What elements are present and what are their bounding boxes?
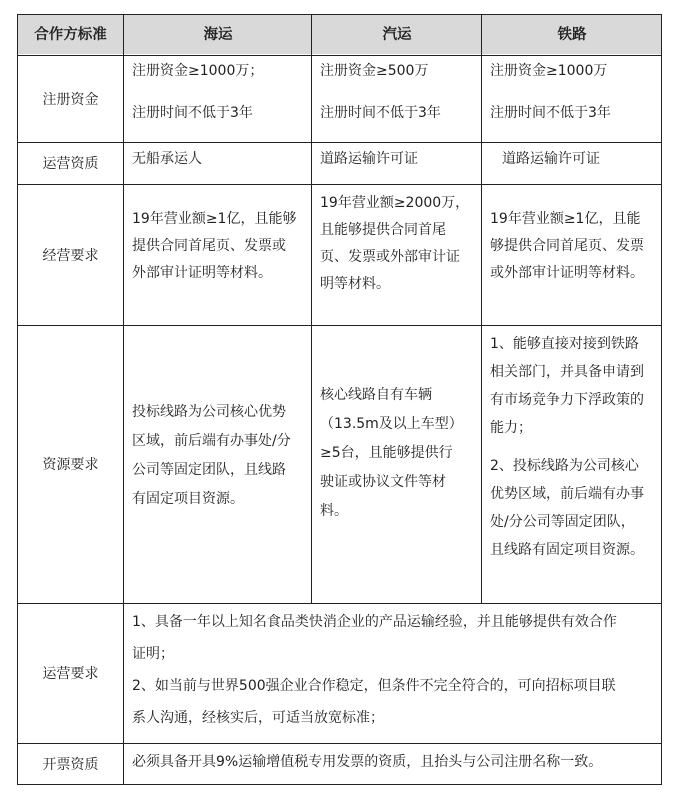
header-standard: 合作方标准 (34, 26, 107, 43)
cell-reg-capital-sea (124, 60, 312, 124)
text-line: 注册资金≥1000万； (132, 63, 264, 79)
text-line: 明等材料。 (320, 276, 390, 292)
cell-reg-capital-road (312, 60, 482, 124)
text-line: 注册时间不低于3年 (490, 105, 611, 121)
text-line: 页、发票或外部审计证 (320, 249, 460, 265)
text-line: 提供合同首尾页、发票或 (132, 238, 286, 254)
text-line: 且能够提供合同首尾 (320, 222, 446, 238)
text-line: 或外部审计证明等材料。 (490, 265, 644, 281)
text-line: 投标线路为公司核心优势 (132, 404, 286, 420)
cell-op-qual-rail: 道路运输许可证 (502, 151, 600, 167)
cell-op-qual-sea: 无船承运人 (132, 151, 202, 167)
text-line: 有市场竞争力下浮政策的 (490, 392, 644, 408)
cell-ops-req (124, 606, 662, 734)
text-line: 有固定项目资源。 (132, 491, 244, 507)
text-line: 且线路有固定项目资源。 (490, 542, 644, 558)
text-line: 19年营业额≥1亿，且能够 (132, 211, 297, 227)
cell-res-req-rail (482, 330, 662, 564)
text-line: 1、能够直接对接到铁路 (490, 336, 639, 352)
row-label-ops-req: 运营要求 (42, 666, 99, 682)
text-line: 2、投标线路为公司核心 (490, 458, 639, 474)
text-line: 注册时间不低于3年 (132, 105, 253, 121)
cell-biz-req-rail (482, 206, 662, 287)
cell-biz-req-road (312, 190, 482, 298)
text-line: 证明； (132, 646, 174, 662)
cell-invoice: 必须具备开具9%运输增值税专用发票的资质，且抬头与公司注册名称一致。 (132, 754, 603, 770)
text-line: 外部审计证明等材料。 (132, 265, 272, 281)
text-line: 够提供合同首尾页、发票 (490, 238, 644, 254)
row-label-reg-capital: 注册资金 (42, 91, 99, 108)
text-line: 注册资金≥1000万 (490, 63, 608, 79)
text-line: 2、如当前与世界500强企业合作稳定，但条件不完全符合的，可向招标项目联 (132, 678, 616, 694)
cell-biz-req-sea (124, 206, 312, 287)
text-line: 区域，前后端有办事处/分 (132, 433, 291, 449)
header-road: 汽运 (382, 26, 412, 43)
row-label-biz-req: 经营要求 (42, 247, 99, 264)
cell-op-qual-road: 道路运输许可证 (320, 151, 418, 167)
row-label-res-req: 资源要求 (42, 457, 99, 473)
text-line: 注册资金≥500万 (320, 63, 429, 79)
text-line: （13.5m及以上车型） (320, 416, 463, 432)
text-line: 优势区域，前后端有办事 (490, 486, 644, 502)
text-line: 19年营业额≥2000万， (320, 195, 470, 211)
text-line: 系人沟通，经核实后，可适当放宽标准； (132, 710, 384, 726)
text-line: ≥5台，且能够提供行 (320, 445, 453, 461)
row-label-op-qual: 运营资质 (42, 156, 99, 172)
text-line: 公司等固定团队，且线路 (132, 462, 286, 478)
cell-res-req-sea (124, 398, 312, 514)
text-line: 料。 (320, 503, 348, 519)
header-sea: 海运 (203, 26, 233, 43)
text-line: 驶证或协议文件等材 (320, 474, 446, 490)
text-line: 处/分公司等固定团队， (490, 514, 635, 530)
text-line: 能力； (490, 420, 532, 436)
text-line: 1、具备一年以上知名食品类快消企业的产品运输经验，并且能够提供有效合作 (132, 614, 617, 630)
text-line: 19年营业额≥1亿，且能 (490, 211, 641, 227)
cell-reg-capital-rail (482, 60, 662, 124)
row-label-invoice: 开票资质 (42, 756, 99, 773)
text-line: 核心线路自有车辆 (320, 387, 432, 403)
text-line: 相关部门，并具备申请到 (490, 364, 644, 380)
header-rail: 铁路 (557, 26, 587, 43)
text-line: 注册时间不低于3年 (320, 105, 441, 121)
cell-res-req-road (312, 381, 482, 526)
